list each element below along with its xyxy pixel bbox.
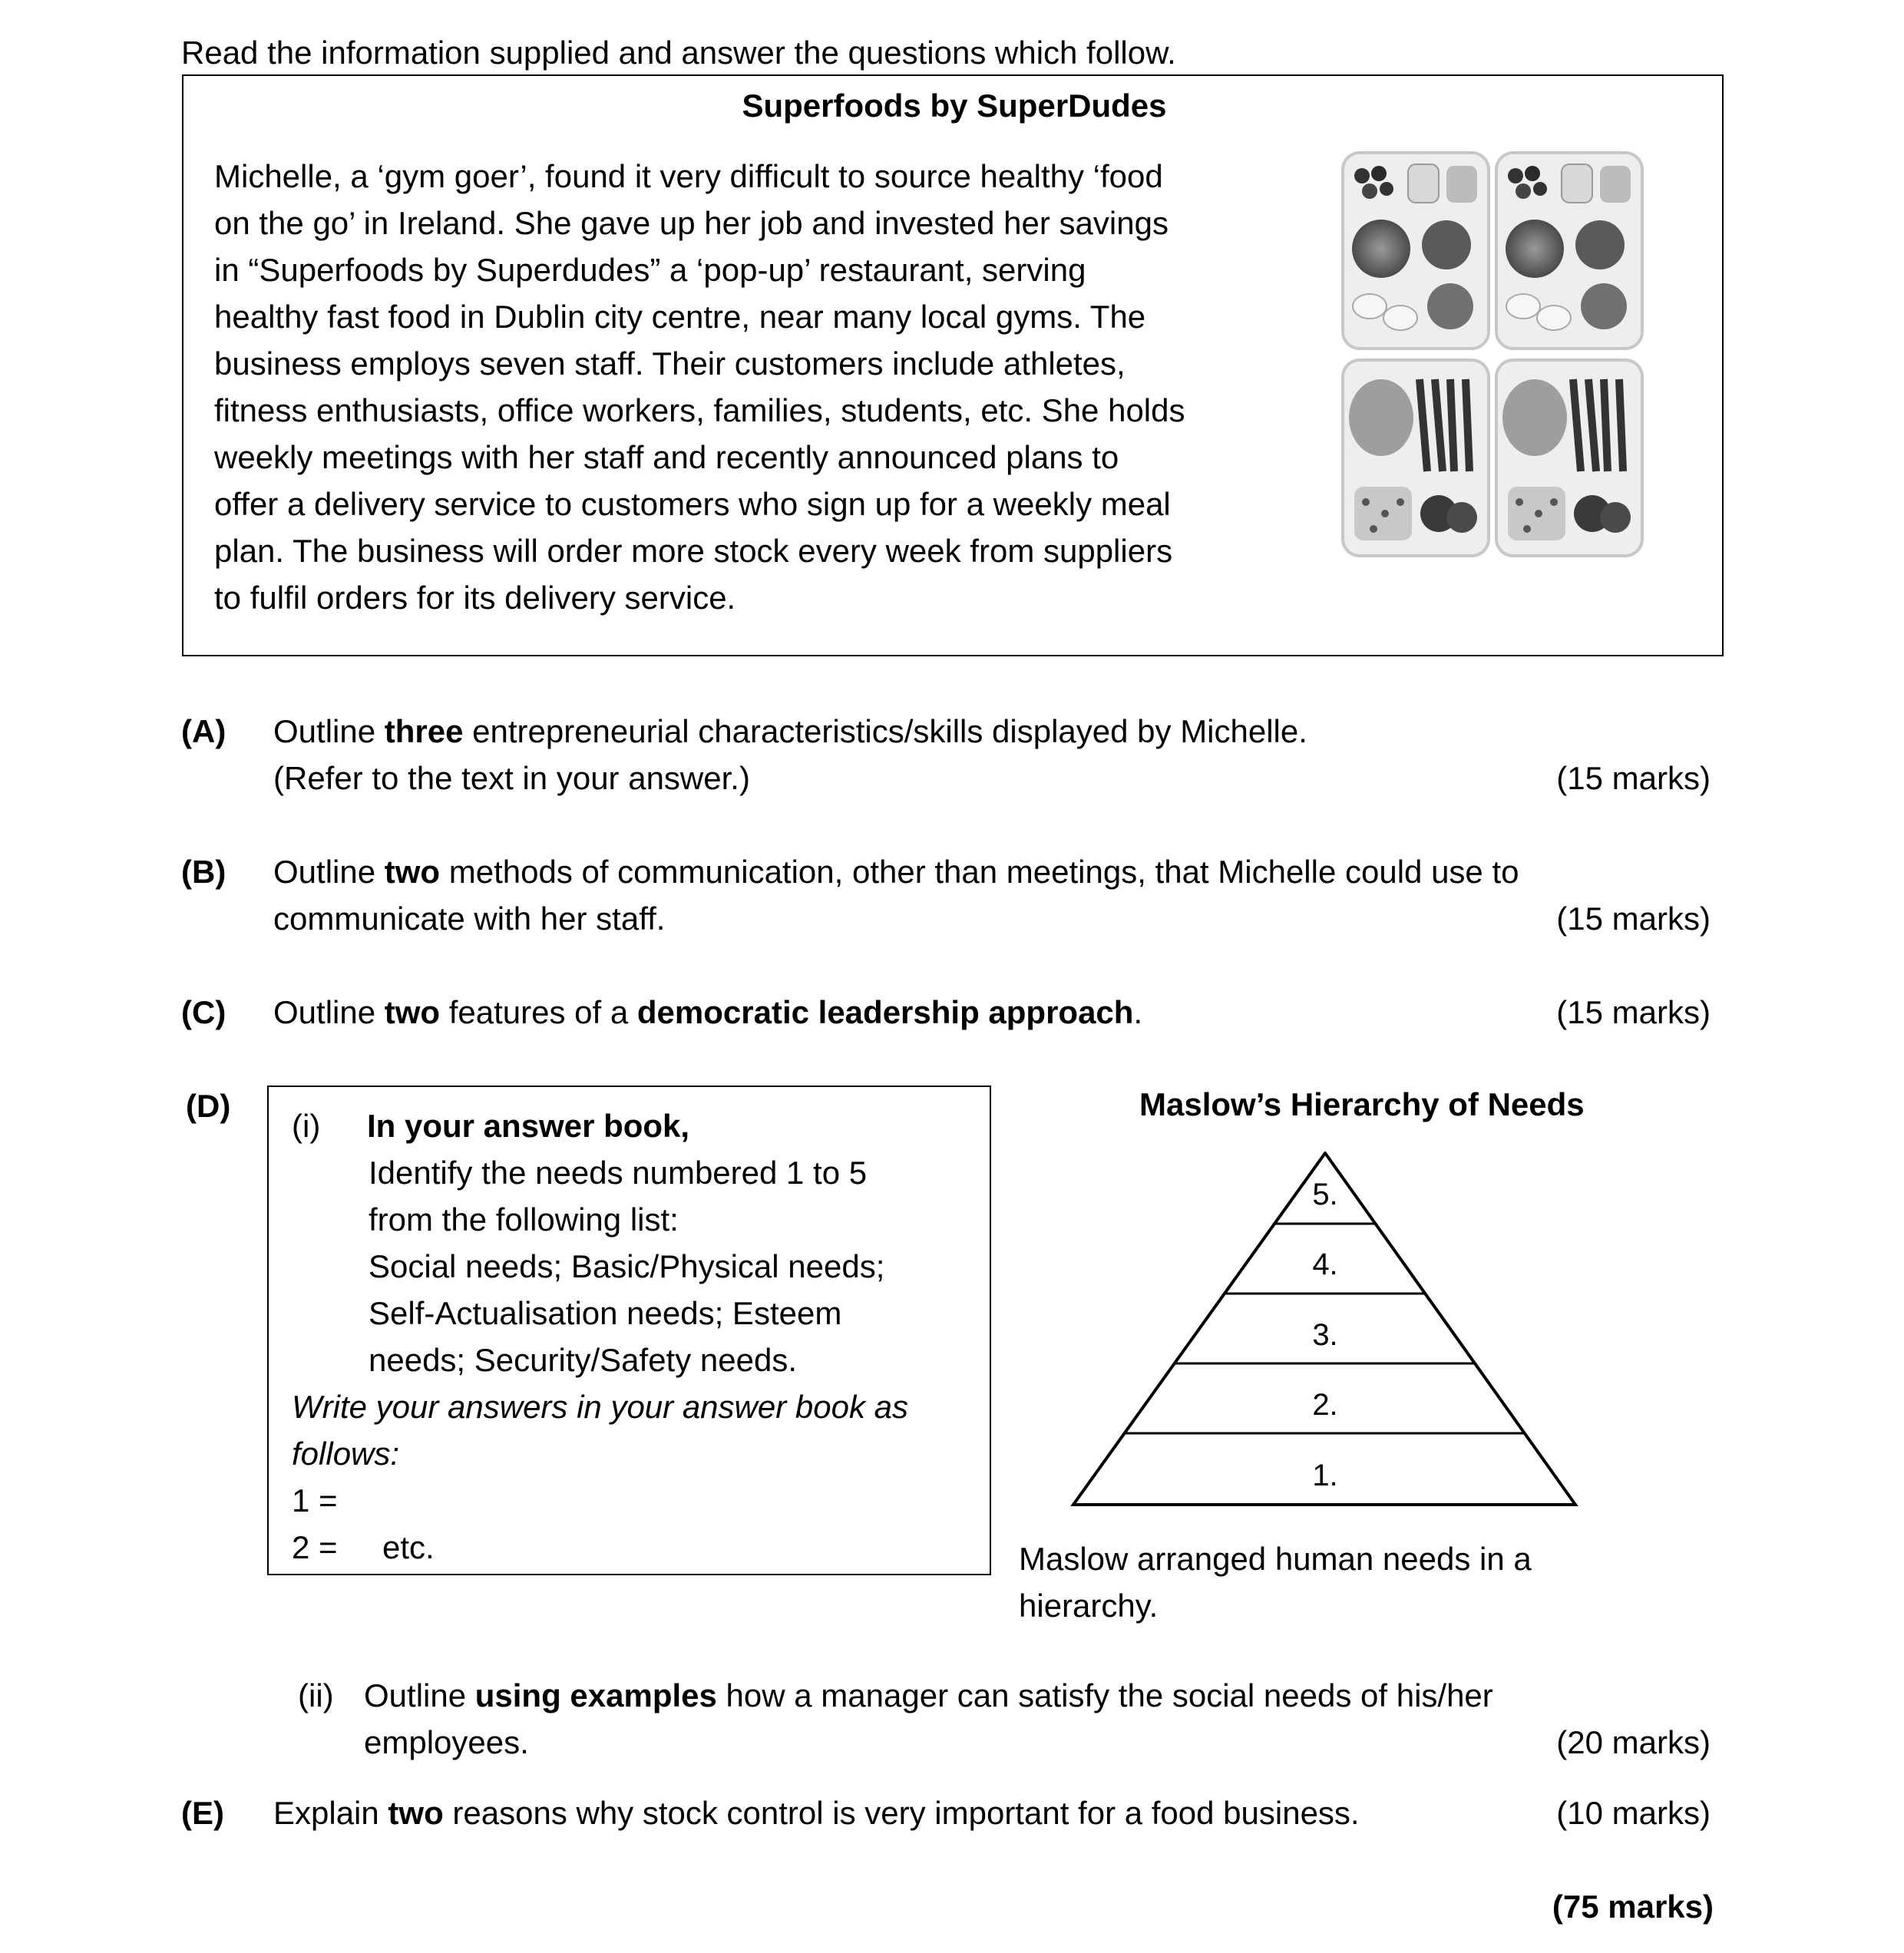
case-study-line: healthy fast food in Dublin city centre, near many local gyms. The (214, 299, 1146, 335)
question-d-i-line: Social needs; Basic/Physical needs; (369, 1248, 885, 1284)
question-d-i-example: 1 = (292, 1482, 338, 1518)
case-study-line: plan. The business will order more stock every week from suppliers (214, 533, 1173, 569)
question-d-i-example-etc: etc. (382, 1529, 435, 1565)
question-c-label: (C) (181, 994, 226, 1030)
total-marks: (75 marks) (1552, 1889, 1714, 1925)
question-a-marks: (15 marks) (1556, 760, 1711, 796)
question-e-label: (E) (181, 1795, 224, 1831)
question-e-marks: (10 marks) (1556, 1795, 1711, 1831)
pyramid-caption: Maslow arranged human needs in a (1019, 1541, 1532, 1577)
case-study-line: weekly meetings with her staff and recently announced plans to (214, 439, 1119, 475)
question-d-label: (D) (186, 1088, 231, 1124)
question-c-marks: (15 marks) (1556, 994, 1711, 1030)
intro-text: Read the information supplied and answer the questions which follow. (181, 35, 1176, 71)
question-d-ii-text: Outline using examples how a manager can satisfy the social needs of his/her (364, 1677, 1493, 1713)
case-study-line: on the go’ in Ireland. She gave up her job and invested her savings (214, 205, 1169, 241)
question-b-marks: (15 marks) (1556, 900, 1711, 937)
pyramid-level-3: 3. (1312, 1318, 1338, 1352)
case-study-line: fitness enthusiasts, office workers, families, students, etc. She holds (214, 392, 1185, 428)
question-c-text: Outline two features of a democratic leadership approach. (273, 994, 1143, 1030)
question-d-i-line: needs; Security/Safety needs. (369, 1342, 797, 1378)
question-d-i-instruction: follows: (292, 1436, 400, 1472)
question-d-i-number: (i) (292, 1108, 321, 1144)
question-d-i-line: Identify the needs numbered 1 to 5 (369, 1155, 868, 1191)
question-d-i-instruction: Write your answers in your answer book as (292, 1389, 908, 1425)
case-study-line: in “Superfoods by Superdudes” a ‘pop-up’ restaurant, serving (214, 252, 1086, 288)
question-d-ii-line2: employees. (364, 1724, 529, 1760)
question-b-text: Outline two methods of communication, other than meetings, that Michelle could use to (273, 854, 1519, 890)
pyramid-level-5: 5. (1312, 1178, 1338, 1211)
case-study-line: business employs seven staff. Their customers include athletes, (214, 345, 1126, 382)
question-a-label: (A) (181, 713, 226, 749)
pyramid-title: Maslow’s Hierarchy of Needs (1139, 1086, 1585, 1122)
question-a-text: Outline three entrepreneurial characteristics/skills displayed by Michelle. (273, 713, 1307, 749)
maslow-pyramid-diagram (1067, 1152, 1582, 1512)
pyramid-caption: hierarchy. (1019, 1588, 1159, 1624)
question-d-i-box (267, 1086, 991, 1575)
case-study-line: offer a delivery service to customers who sign up for a weekly meal (214, 486, 1171, 522)
case-study-title: Superfoods by SuperDudes (742, 88, 1167, 124)
meal-prep-containers-photo-icon (1339, 149, 1646, 563)
pyramid-level-1: 1. (1312, 1459, 1338, 1492)
pyramid-level-2: 2. (1312, 1388, 1338, 1422)
question-e-text: Explain two reasons why stock control is very important for a food business. (273, 1795, 1360, 1831)
case-study-line: Michelle, a ‘gym goer’, found it very difficult to source healthy ‘food (214, 158, 1163, 194)
question-b-label: (B) (181, 854, 226, 890)
question-d-i-line: from the following list: (369, 1201, 679, 1238)
question-d-i-example: 2 = (292, 1529, 338, 1565)
question-d-i-heading: In your answer book, (367, 1108, 690, 1144)
question-d-ii-marks: (20 marks) (1556, 1724, 1711, 1760)
question-a-line2: (Refer to the text in your answer.) (273, 760, 750, 796)
case-study-box (182, 74, 1724, 656)
question-d-i-line: Self-Actualisation needs; Esteem (369, 1295, 842, 1331)
question-b-line2: communicate with her staff. (273, 900, 666, 937)
case-study-line: to fulfil orders for its delivery service. (214, 580, 736, 616)
question-d-ii-number: (ii) (298, 1677, 334, 1713)
pyramid-level-4: 4. (1312, 1247, 1338, 1281)
